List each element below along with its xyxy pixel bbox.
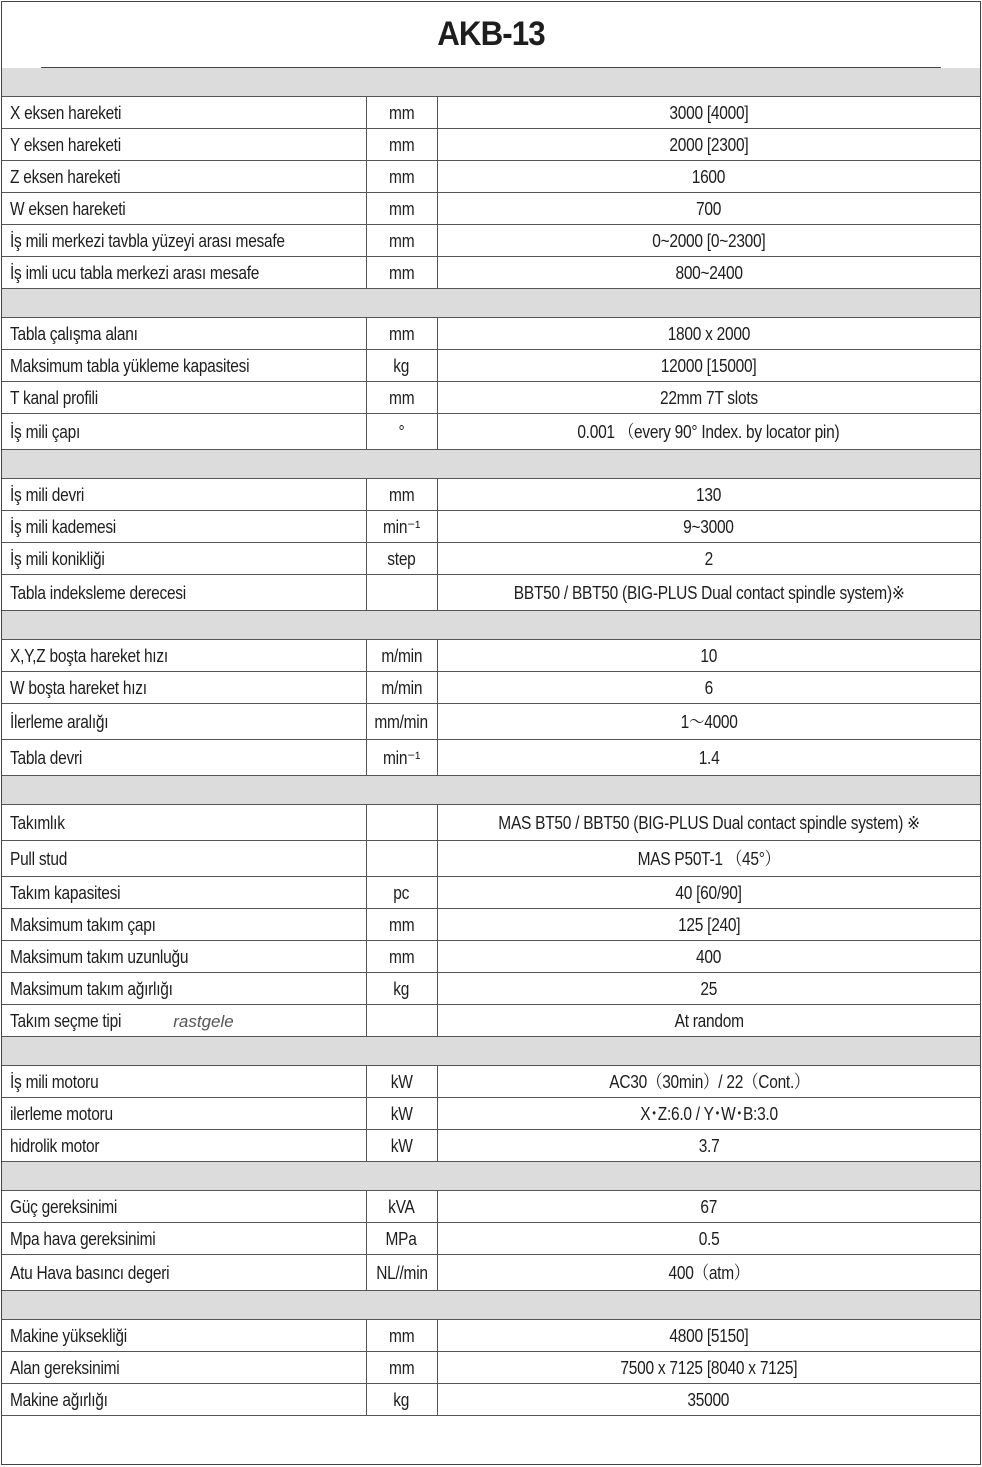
spec-label-cell xyxy=(2,841,366,877)
spec-value-cell xyxy=(437,382,980,414)
spec-unit-cell xyxy=(366,877,437,909)
spec-label: Takım kapasitesi xyxy=(10,882,121,903)
spec-label-cell xyxy=(2,129,366,161)
spec-value: 125 [240] xyxy=(677,914,740,935)
spec-label-cell xyxy=(2,350,366,382)
section-separator xyxy=(2,450,980,479)
spec-label-cell xyxy=(2,1130,366,1162)
spec-value-cell xyxy=(437,479,980,511)
spec-unit: kg xyxy=(393,1389,410,1410)
spec-unit: mm xyxy=(388,230,415,251)
spec-label-cell xyxy=(2,543,366,575)
spec-row xyxy=(2,740,980,776)
spec-label-cell xyxy=(2,575,366,611)
spec-unit: m/min xyxy=(381,677,422,698)
spec-value-cell xyxy=(437,161,980,193)
spec-value: 2 xyxy=(704,548,713,569)
spec-label-cell xyxy=(2,1255,366,1291)
spec-value: 0.001 （every 90° Index. by locator pin) xyxy=(577,421,840,442)
spec-unit-cell xyxy=(366,129,437,161)
spec-label: Takım seçme tipi xyxy=(10,1010,122,1031)
spec-label-cell xyxy=(2,414,366,450)
spec-row xyxy=(2,479,980,511)
spec-label-cell xyxy=(2,1098,366,1130)
spec-unit-cell xyxy=(366,318,437,350)
spec-value-cell xyxy=(437,129,980,161)
spec-label: Tabla çalışma alanı xyxy=(10,323,138,344)
spec-value-cell xyxy=(437,1066,980,1098)
spec-label-cell xyxy=(2,1191,366,1223)
spec-row xyxy=(2,575,980,611)
spec-value-cell xyxy=(437,1320,980,1352)
spec-label-cell xyxy=(2,704,366,740)
spec-label: İlerleme aralığı xyxy=(10,711,109,732)
spec-row xyxy=(2,511,980,543)
spec-unit: mm xyxy=(388,102,415,123)
spec-label-cell xyxy=(2,479,366,511)
spec-unit-cell xyxy=(366,1066,437,1098)
spec-unit-cell xyxy=(366,1384,437,1416)
spec-value-cell xyxy=(437,640,980,672)
spec-value-cell xyxy=(437,543,980,575)
spec-label: T kanal profili xyxy=(10,387,98,408)
spec-value: 130 xyxy=(696,484,722,505)
spec-row xyxy=(2,1130,980,1162)
spec-unit-cell xyxy=(366,841,437,877)
spec-unit-cell xyxy=(366,257,437,289)
spec-label: W boşta hareket hızı xyxy=(10,677,147,698)
spec-unit: m/min xyxy=(381,645,422,666)
spec-value-cell xyxy=(437,97,980,129)
spec-value-cell xyxy=(437,257,980,289)
spec-label: Maksimum takım ağırlığı xyxy=(10,978,173,999)
spec-value: 3000 [4000] xyxy=(669,102,749,123)
spec-row xyxy=(2,225,980,257)
spec-label-cell xyxy=(2,877,366,909)
spec-unit: mm xyxy=(388,1325,415,1346)
spec-label: Alan gereksinimi xyxy=(10,1357,120,1378)
spec-value: AC30（30min）/ 22（Cont.） xyxy=(608,1071,809,1092)
spec-row xyxy=(2,318,980,350)
spec-label-cell xyxy=(2,97,366,129)
spec-unit-cell xyxy=(366,805,437,841)
spec-unit-cell xyxy=(366,740,437,776)
spec-label: İş mili merkezi tavbla yüzeyi arası mesafe xyxy=(10,230,285,251)
spec-label: X,Y,Z boşta hareket hızı xyxy=(10,645,168,666)
spec-value-cell xyxy=(437,877,980,909)
spec-value-cell xyxy=(437,511,980,543)
spec-row xyxy=(2,1098,980,1130)
spec-row xyxy=(2,640,980,672)
spec-value: 0~2000 [0~2300] xyxy=(652,230,766,251)
spec-value: 9~3000 xyxy=(683,516,735,537)
spec-unit-cell xyxy=(366,1352,437,1384)
spec-label-cell xyxy=(2,225,366,257)
spec-unit-cell xyxy=(366,97,437,129)
spec-row xyxy=(2,97,980,129)
spec-value: 40 [60/90] xyxy=(675,882,742,903)
spec-unit: kg xyxy=(393,978,410,999)
spec-label-cell xyxy=(2,1384,366,1416)
spec-unit: pc xyxy=(393,882,410,903)
spec-label: İş mili motoru xyxy=(10,1071,99,1092)
section-separator-cell xyxy=(2,611,980,640)
spec-value: 12000 [15000] xyxy=(660,355,757,376)
spec-label: İş mili devri xyxy=(10,484,85,505)
spec-value: 22mm 7T slots xyxy=(659,387,758,408)
spec-row xyxy=(2,704,980,740)
spec-value: 25 xyxy=(700,978,718,999)
spec-value: 1～4000 xyxy=(680,711,738,732)
spec-label: İş imli ucu tabla merkezi arası mesafe xyxy=(10,262,260,283)
spec-label-cell xyxy=(2,941,366,973)
document-title: AKB-13 xyxy=(41,2,941,68)
spec-value: BBT50 / BBT50 (BIG-PLUS Dual contact spindle system)※ xyxy=(513,582,905,603)
section-separator xyxy=(2,776,980,805)
spec-value: 700 xyxy=(696,198,722,219)
spec-unit-cell xyxy=(366,941,437,973)
spec-row xyxy=(2,1384,980,1416)
spec-label-cell xyxy=(2,640,366,672)
spec-unit: step xyxy=(387,548,416,569)
spec-label: Atu Hava basıncı degeri xyxy=(10,1262,170,1283)
section-separator-cell xyxy=(2,68,980,97)
spec-unit: mm xyxy=(388,134,415,155)
spec-unit-cell xyxy=(366,1223,437,1255)
spec-value-cell xyxy=(437,318,980,350)
section-separator-cell xyxy=(2,1162,980,1191)
spec-unit: min⁻¹ xyxy=(383,516,420,537)
section-separator xyxy=(2,1037,980,1066)
spec-label-cell xyxy=(2,909,366,941)
spec-value: 67 xyxy=(700,1196,718,1217)
spec-unit: min⁻¹ xyxy=(383,747,420,768)
spec-label-cell xyxy=(2,382,366,414)
spec-row xyxy=(2,805,980,841)
spec-row xyxy=(2,129,980,161)
spec-value-cell xyxy=(437,414,980,450)
spec-unit: ° xyxy=(398,421,405,442)
spec-unit: kW xyxy=(390,1135,413,1156)
section-separator-cell xyxy=(2,1291,980,1320)
section-separator xyxy=(2,68,980,97)
spec-value-cell xyxy=(437,973,980,1005)
spec-unit: mm xyxy=(388,387,415,408)
spec-value: 35000 xyxy=(687,1389,730,1410)
spec-unit-cell xyxy=(366,543,437,575)
spec-value-cell xyxy=(437,1098,980,1130)
spec-row xyxy=(2,382,980,414)
spec-value-cell xyxy=(437,1005,980,1037)
spec-value-cell xyxy=(437,909,980,941)
spec-value-cell xyxy=(437,1384,980,1416)
spec-unit-cell xyxy=(366,382,437,414)
section-separator-cell xyxy=(2,1037,980,1066)
spec-value-cell xyxy=(437,225,980,257)
spec-row xyxy=(2,877,980,909)
spec-label: İş mili çapı xyxy=(10,421,81,442)
section-separator-cell xyxy=(2,450,980,479)
spec-table-body xyxy=(2,68,980,1416)
spec-value-cell xyxy=(437,1255,980,1291)
spec-label-cell xyxy=(2,193,366,225)
spec-label-cell xyxy=(2,1223,366,1255)
spec-unit: NL//min xyxy=(375,1262,428,1283)
spec-value-cell xyxy=(437,672,980,704)
spec-unit: mm xyxy=(388,198,415,219)
spec-label-cell xyxy=(2,1352,366,1384)
spec-label-cell xyxy=(2,973,366,1005)
spec-unit-cell xyxy=(366,511,437,543)
spec-value-cell xyxy=(437,805,980,841)
spec-row xyxy=(2,1005,980,1037)
spec-unit-cell xyxy=(366,225,437,257)
spec-value: 400 xyxy=(696,946,722,967)
spec-row xyxy=(2,1352,980,1384)
spec-row xyxy=(2,350,980,382)
spec-value-cell xyxy=(437,575,980,611)
spec-unit: MPa xyxy=(385,1228,418,1249)
spec-unit-cell xyxy=(366,479,437,511)
spec-unit-cell xyxy=(366,909,437,941)
spec-label-note: rastgele xyxy=(173,1011,234,1031)
spec-unit: mm xyxy=(388,166,415,187)
spec-value-cell xyxy=(437,941,980,973)
spec-label: İş mili kademesi xyxy=(10,516,116,537)
spec-unit: kW xyxy=(390,1103,413,1124)
spec-value: 3.7 xyxy=(698,1135,720,1156)
spec-unit-cell xyxy=(366,1098,437,1130)
section-separator-cell xyxy=(2,776,980,805)
spec-unit: mm/min xyxy=(374,711,429,732)
section-separator xyxy=(2,289,980,318)
spec-label: W eksen hareketi xyxy=(10,198,126,219)
section-separator xyxy=(2,1162,980,1191)
spec-label: Makine ağırlığı xyxy=(10,1389,108,1410)
spec-value: 2000 [2300] xyxy=(669,134,749,155)
spec-value: 400（atm） xyxy=(668,1262,750,1283)
spec-unit: mm xyxy=(388,484,415,505)
spec-label: Makine yüksekliği xyxy=(10,1325,127,1346)
spec-unit-cell xyxy=(366,973,437,1005)
spec-value: 4800 [5150] xyxy=(669,1325,749,1346)
spec-value-cell xyxy=(437,1223,980,1255)
spec-row xyxy=(2,543,980,575)
spec-label-cell xyxy=(2,511,366,543)
spec-label: Maksimum tabla yükleme kapasitesi xyxy=(10,355,250,376)
spec-unit: mm xyxy=(388,1357,415,1378)
spec-label-cell xyxy=(2,318,366,350)
spec-label-cell xyxy=(2,257,366,289)
spec-label: hidrolik motor xyxy=(10,1135,100,1156)
spec-value-cell xyxy=(437,704,980,740)
section-separator xyxy=(2,611,980,640)
spec-row xyxy=(2,1066,980,1098)
spec-unit-cell xyxy=(366,575,437,611)
spec-unit-cell xyxy=(366,1130,437,1162)
spec-label: Tabla devri xyxy=(10,747,83,768)
spec-label: Tabla indeksleme derecesi xyxy=(10,582,186,603)
spec-unit: mm xyxy=(388,262,415,283)
spec-value: 800~2400 xyxy=(675,262,743,283)
spec-unit-cell xyxy=(366,161,437,193)
spec-unit-cell xyxy=(366,672,437,704)
spec-unit-cell xyxy=(366,1255,437,1291)
spec-value: MAS BT50 / BBT50 (BIG-PLUS Dual contact spindle system) ※ xyxy=(497,812,920,833)
spec-unit-cell xyxy=(366,414,437,450)
spec-sheet xyxy=(1,1,981,1465)
spec-value-cell xyxy=(437,841,980,877)
spec-value: 6 xyxy=(704,677,713,698)
spec-value: 1600 xyxy=(692,166,726,187)
spec-label-cell xyxy=(2,1005,366,1037)
spec-row xyxy=(2,193,980,225)
spec-row xyxy=(2,161,980,193)
spec-label-cell xyxy=(2,672,366,704)
spec-label-cell xyxy=(2,161,366,193)
spec-value: 10 xyxy=(700,645,718,666)
spec-row xyxy=(2,973,980,1005)
spec-row xyxy=(2,1223,980,1255)
spec-unit: mm xyxy=(388,323,415,344)
spec-label-cell xyxy=(2,740,366,776)
spec-unit-cell xyxy=(366,704,437,740)
spec-label: Takımlık xyxy=(10,812,65,833)
spec-value: At random xyxy=(674,1010,744,1031)
spec-row xyxy=(2,1320,980,1352)
spec-value: 1800 x 2000 xyxy=(667,323,750,344)
spec-unit: mm xyxy=(388,914,415,935)
spec-row xyxy=(2,909,980,941)
section-separator-cell xyxy=(2,289,980,318)
spec-label: X eksen hareketi xyxy=(10,102,122,123)
spec-label: Maksimum takım çapı xyxy=(10,914,156,935)
spec-row xyxy=(2,1255,980,1291)
spec-label-cell xyxy=(2,1320,366,1352)
section-separator xyxy=(2,1291,980,1320)
spec-value-cell xyxy=(437,1191,980,1223)
spec-row xyxy=(2,941,980,973)
spec-value: 1.4 xyxy=(698,747,720,768)
spec-label-cell xyxy=(2,805,366,841)
spec-value-cell xyxy=(437,193,980,225)
spec-unit: mm xyxy=(388,946,415,967)
spec-row xyxy=(2,841,980,877)
spec-unit-cell xyxy=(366,1191,437,1223)
spec-table xyxy=(2,68,980,1416)
spec-label: Pull stud xyxy=(10,848,68,869)
spec-label: Güç gereksinimi xyxy=(10,1196,118,1217)
spec-label: İş mili konikliği xyxy=(10,548,105,569)
spec-unit-cell xyxy=(366,640,437,672)
spec-label-cell xyxy=(2,1066,366,1098)
spec-value-cell xyxy=(437,740,980,776)
spec-value-cell xyxy=(437,350,980,382)
spec-unit-cell xyxy=(366,1005,437,1037)
spec-value-cell xyxy=(437,1352,980,1384)
spec-value: X･Z:6.0 / Y･W･B:3.0 xyxy=(639,1103,778,1124)
spec-row xyxy=(2,672,980,704)
spec-row xyxy=(2,1191,980,1223)
spec-value: 7500 x 7125 [8040 x 7125] xyxy=(620,1357,798,1378)
spec-value: MAS P50T-1 （45°） xyxy=(637,848,780,869)
spec-unit: kW xyxy=(390,1071,413,1092)
spec-value-cell xyxy=(437,1130,980,1162)
spec-unit-cell xyxy=(366,350,437,382)
spec-label: Maksimum takım uzunluğu xyxy=(10,946,189,967)
spec-unit-cell xyxy=(366,193,437,225)
spec-label: Z eksen hareketi xyxy=(10,166,121,187)
spec-label: ilerleme motoru xyxy=(10,1103,113,1124)
spec-value: 0.5 xyxy=(698,1228,720,1249)
spec-row xyxy=(2,414,980,450)
spec-label: Y eksen hareketi xyxy=(10,134,121,155)
spec-row xyxy=(2,257,980,289)
spec-unit: kVA xyxy=(388,1196,415,1217)
spec-unit-cell xyxy=(366,1320,437,1352)
spec-label: Mpa hava gereksinimi xyxy=(10,1228,156,1249)
spec-unit: kg xyxy=(393,355,410,376)
